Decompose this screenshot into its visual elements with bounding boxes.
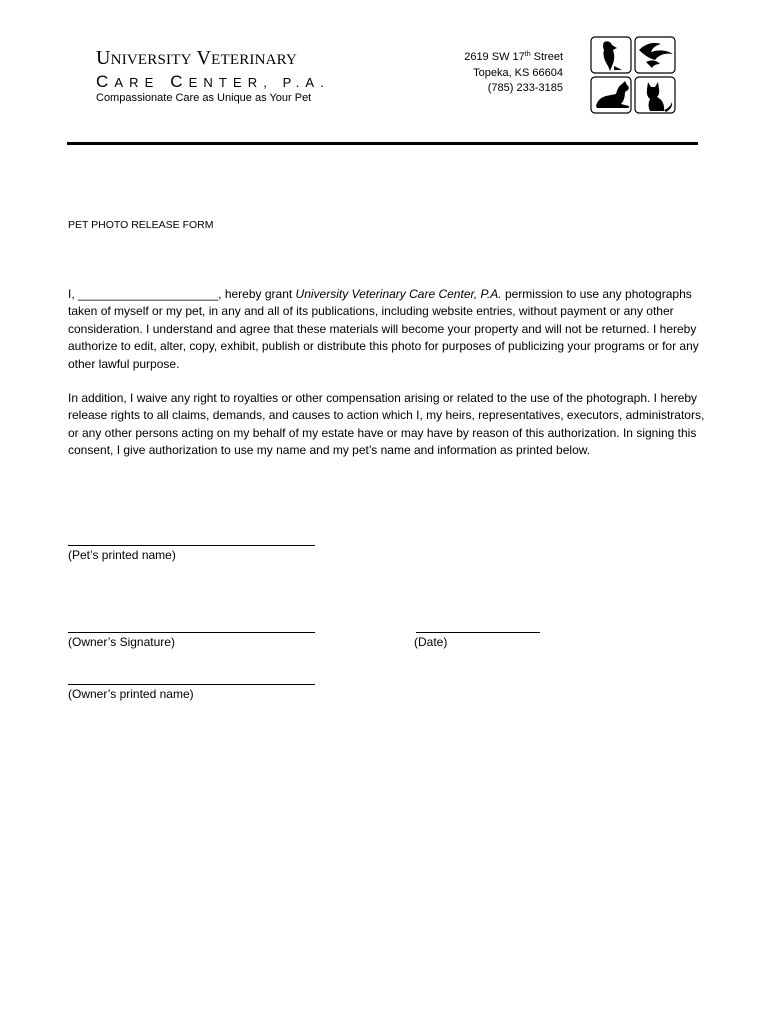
grant-terms-text: permission to use any photographs taken of myself or my pet, in any and all of its publications, including website entries, without payment or any other consideration. I understand and agree that these materials will become your property and will not be returned. I hereby authorize to edit, alter, copy, exhibit, publish or distribute this photo for purposes of publicizing your programs or for any other lawful purpose. [68,287,699,371]
clinic-subname [96,72,330,93]
owner-name-label: (Owner’s printed name) [68,687,194,701]
pet-name-line[interactable] [68,545,315,546]
header-divider [67,142,698,145]
address-street [420,50,563,66]
clinic-name-rest-1: NIVERSITY [110,52,192,68]
release-paragraph-1 [68,286,706,373]
clinic-subname-are: ARE [114,75,160,90]
owner-signature-label: (Owner’s Signature) [68,635,175,649]
address-street-name: Street [530,51,563,63]
form-title: PET PHOTO RELEASE FORM [68,219,214,231]
pet-name-label: (Pet’s printed name) [68,548,176,562]
clinic-address [420,50,563,97]
release-paragraph-2: In addition, I waive any right to royalties or other compensation arising or related to the use of the photograph. I hereby release rights to all claims, demands, and causes to action which I, my heirs, representatives, executors, administrators, or any other persons acting on my behalf of my estate have or may have by reason of this authorization. In signing this consent, I give authorization to use my name and my pet’s name and information as printed below. [68,391,705,458]
clinic-subname-initial-c2: C [170,72,189,91]
clinic-name-initial-u: U [96,47,111,69]
address-street-suffix: th [524,51,531,58]
clinic-name-rest-2: ETERINARY [211,52,298,68]
clinic-subname-initial-c1: C [96,72,115,91]
owner-signature-line[interactable] [68,632,315,633]
date-label: (Date) [414,635,448,649]
clinic-subname-enter: ENTER [188,75,264,90]
clinic-name [96,47,297,71]
animal-panels-logo-icon [590,36,676,114]
clinic-subname-pa: , P.A. [263,75,330,90]
address-street-number: 2619 SW 17 [464,51,525,63]
clinic-tagline: Compassionate Care as Unique as Your Pet [96,92,312,104]
date-line[interactable] [416,632,540,633]
address-city: Topeka, KS 66604 [473,66,563,79]
owner-name-line[interactable] [68,684,315,685]
clinic-legal-name: University Veterinary Care Center, P.A. [295,287,502,301]
grant-intro-text: I, _____________________, hereby grant [68,287,296,301]
clinic-name-initial-v: V [196,47,212,69]
clinic-phone: (785) 233-3185 [487,82,563,94]
